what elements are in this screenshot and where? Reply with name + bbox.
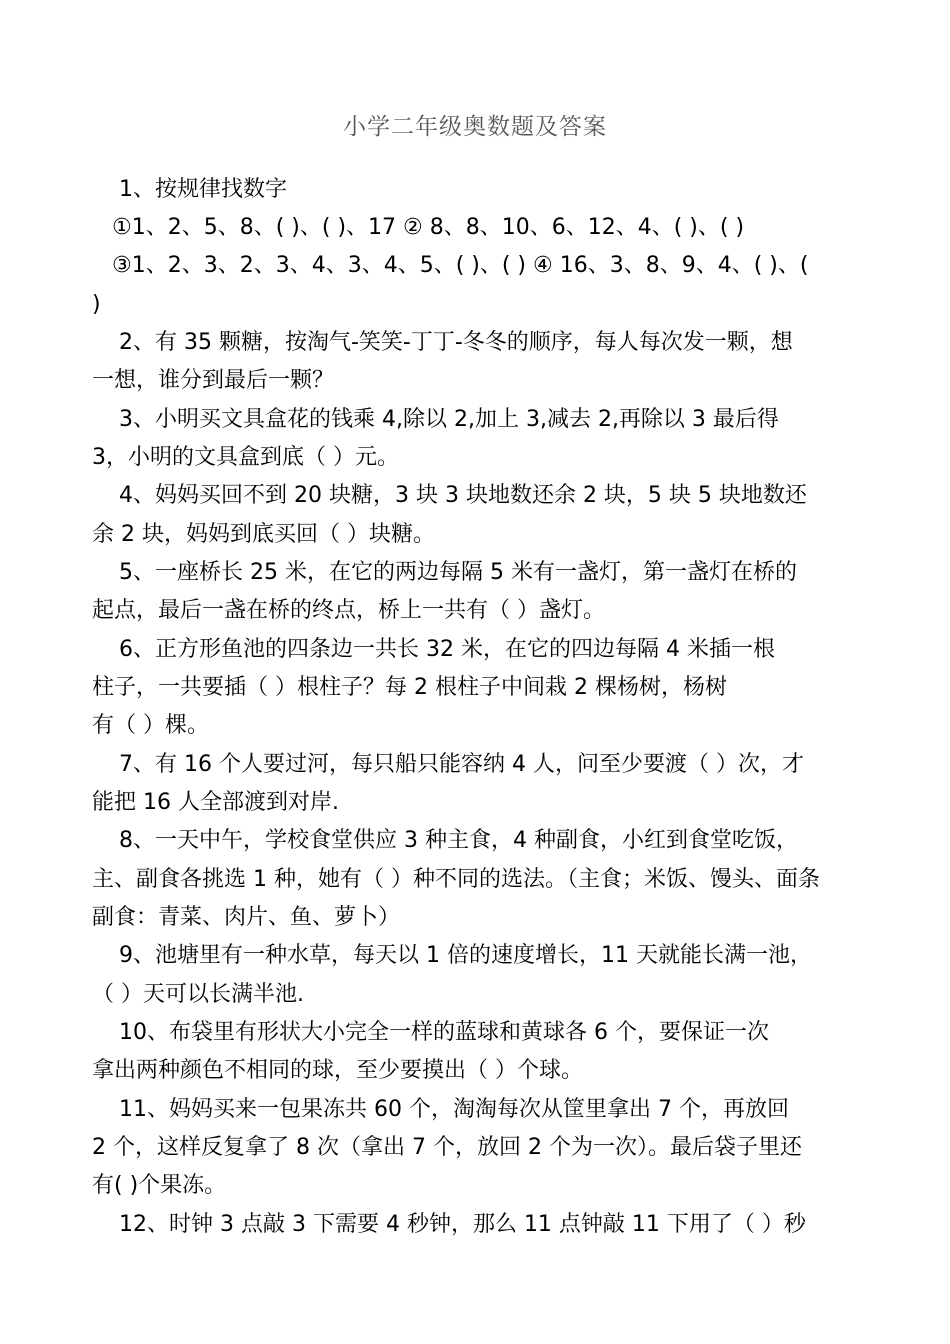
question-7-line-1: 7、有 16 个人要过河，每只船只能容纳 4 人，问至少要渡（ ）次，才 bbox=[119, 752, 804, 777]
question-8-line-3: 副食：青菜、肉片、鱼、萝卜） bbox=[92, 905, 401, 930]
question-12-line-1: 12、时钟 3 点敲 3 下需要 4 秒钟，那么 11 点钟敲 11 下用了（ ）秒 bbox=[119, 1212, 806, 1237]
question-2-line-2: 一想，谁分到最后一颗？ bbox=[92, 368, 335, 393]
question-11-line-2: 2 个，这样反复拿了 8 次（拿出 7 个，放回 2 个为一次）。最后袋子里还 bbox=[92, 1135, 802, 1160]
question-10-line-1: 10、布袋里有形状大小完全一样的蓝球和黄球各 6 个，要保证一次 bbox=[119, 1020, 769, 1045]
question-9-line-2: （ ）天可以长满半池. bbox=[92, 982, 304, 1007]
question-1-continuation: ) bbox=[92, 292, 101, 317]
question-6-line-1: 6、正方形鱼池的四条边一共长 32 米，在它的四边每隔 4 米插一根 bbox=[119, 637, 775, 662]
question-6-line-2: 柱子，一共要插（ ）根柱子？每 2 根柱子中间栽 2 棵杨树，杨树 bbox=[92, 675, 727, 700]
question-1-heading: 1、按规律找数字 bbox=[119, 177, 287, 202]
question-5-line-1: 5、一座桥长 25 米，在它的两边每隔 5 米有一盏灯，第一盏灯在桥的 bbox=[119, 560, 797, 585]
question-10-line-2: 拿出两种颜色不相同的球，至少要摸出（ ）个球。 bbox=[92, 1058, 583, 1083]
question-11-line-3: 有( )个果冻。 bbox=[92, 1173, 227, 1198]
question-8-line-2: 主、副食各挑选 1 种，她有（ ）种不同的选法。（主食；米饭、馒头、面条 bbox=[92, 867, 820, 892]
question-1-sequence-3-4: ③1、2、3、2、3、4、3、4、5、( )、( ) ④ 16、3、8、9、4、( )、( bbox=[112, 253, 809, 278]
question-3-line-1: 3、小明买文具盒花的钱乘 4,除以 2,加上 3,减去 2,再除以 3 最后得 bbox=[119, 407, 779, 432]
question-7-line-2: 能把 16 人全部渡到对岸. bbox=[92, 790, 339, 815]
question-6-line-3: 有（ ）棵。 bbox=[92, 713, 209, 738]
question-4-line-2: 余 2 块，妈妈到底买回（ ）块糖。 bbox=[92, 522, 435, 547]
question-5-line-2: 起点，最后一盏在桥的终点，桥上一共有（ ）盏灯。 bbox=[92, 598, 605, 623]
document-title: 小学二年级奥数题及答案 bbox=[343, 114, 607, 140]
question-9-line-1: 9、池塘里有一种水草，每天以 1 倍的速度增长，11 天就能长满一池， bbox=[119, 943, 812, 968]
question-4-line-1: 4、妈妈买回不到 20 块糖，3 块 3 块地数还余 2 块，5 块 5 块地数还 bbox=[119, 483, 807, 508]
question-2-line-1: 2、有 35 颗糖，按淘气-笑笑-丁丁-冬冬的顺序，每人每次发一颗，想 bbox=[119, 330, 793, 355]
question-3-line-2: 3，小明的文具盒到底（ ）元。 bbox=[92, 445, 399, 470]
question-11-line-1: 11、妈妈买来一包果冻共 60 个，淘淘每次从筐里拿出 7 个，再放回 bbox=[119, 1097, 789, 1122]
question-1-sequence-1-2: ①1、2、5、8、( )、( )、17 ② 8、8、10、6、12、4、( )、( ) bbox=[112, 215, 745, 240]
question-8-line-1: 8、一天中午，学校食堂供应 3 种主食，4 种副食，小红到食堂吃饭， bbox=[119, 828, 798, 853]
